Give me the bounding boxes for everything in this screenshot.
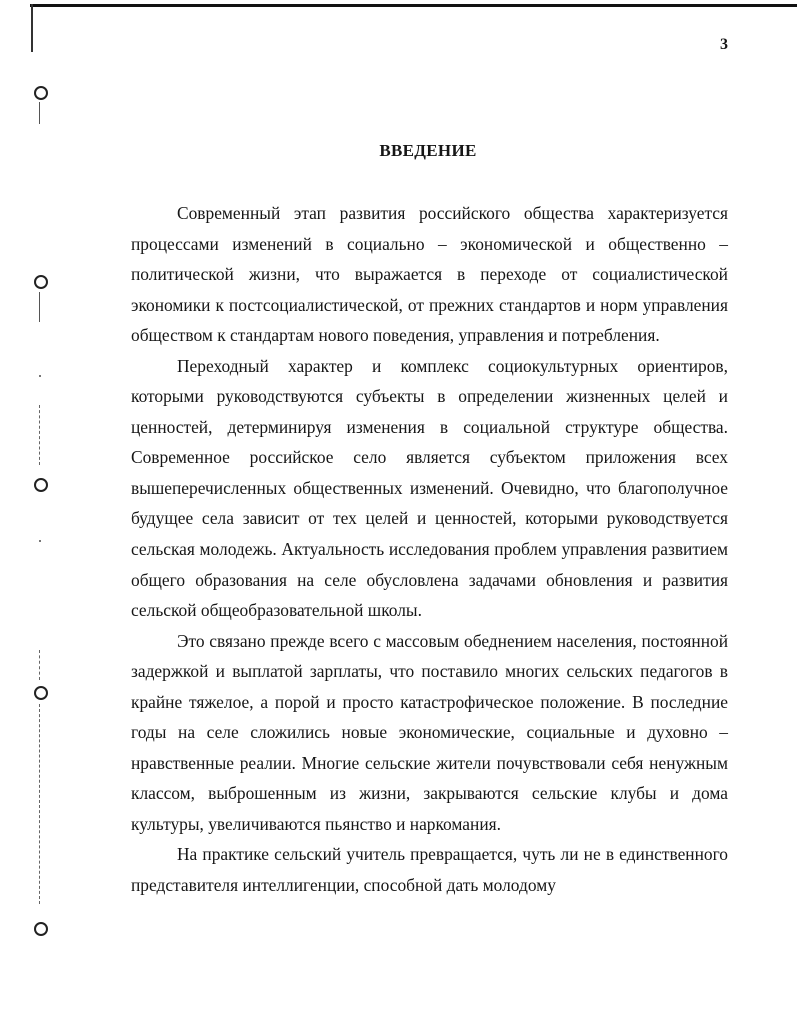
scan-speck [39, 375, 41, 377]
body-text [131, 198, 728, 901]
binding-dash [39, 650, 40, 680]
binding-hole [34, 478, 48, 492]
scan-top-border [30, 4, 797, 7]
paragraph: Современный этап развития российского общества характеризуется процессами изменений в социально – экономической и общественно – политической жизни, что выражается в переходе от социалистической экономики к постсоциалистической, от прежних стандартов и норм управления обществом к стандартам нового поведения, управления и потребления. [131, 203, 728, 346]
binding-hole [34, 86, 48, 100]
binding-tick [39, 102, 40, 124]
binding-dash [39, 704, 40, 904]
binding-holes-strip [30, 70, 54, 970]
page-title: ВВЕДЕНИЕ [379, 141, 477, 160]
paragraph: На практике сельский учитель превращается, чуть ли не в единственного представителя интеллигенции, способной дать молодому [131, 844, 728, 896]
binding-hole [34, 275, 48, 289]
binding-dash [39, 405, 40, 465]
binding-hole [34, 686, 48, 700]
binding-hole [34, 922, 48, 936]
page-number: 3 [720, 36, 728, 53]
scan-left-border [31, 4, 33, 52]
scan-speck [39, 540, 41, 542]
paragraph: Это связано прежде всего с массовым обеднением населения, постоянной задержкой и выплатой зарплаты, что поставило многих сельских педагогов в крайне тяжелое, а порой и просто катастрофическое положение. В последние годы на селе сложились новые экономические, социальные и духовно – нравственные реалии. Многие сельские жители почувствовали себя ненужным классом, выброшенным из жизни, закрываются сельские клубы и дома культуры, увеличиваются пьянство и наркомания. [131, 630, 728, 834]
paragraph: Переходный характер и комплекс социокультурных ориентиров, которыми руководствуются субъекты в определении жизненных целей и ценностей, детерминируя изменения в социальной структуре общества. Современное российское село является субъектом приложения всех вышеперечисленных общественных изменений. Очевидно, что благополучное будущее села зависит от тех целей и ценностей, которыми руководствуется сельская молодежь. Актуальность исследования проблем управления развитием общего образования на селе обусловлена задачами обновления и развития сельской общеобразовательной школы. [131, 355, 728, 621]
binding-tick [39, 292, 40, 322]
